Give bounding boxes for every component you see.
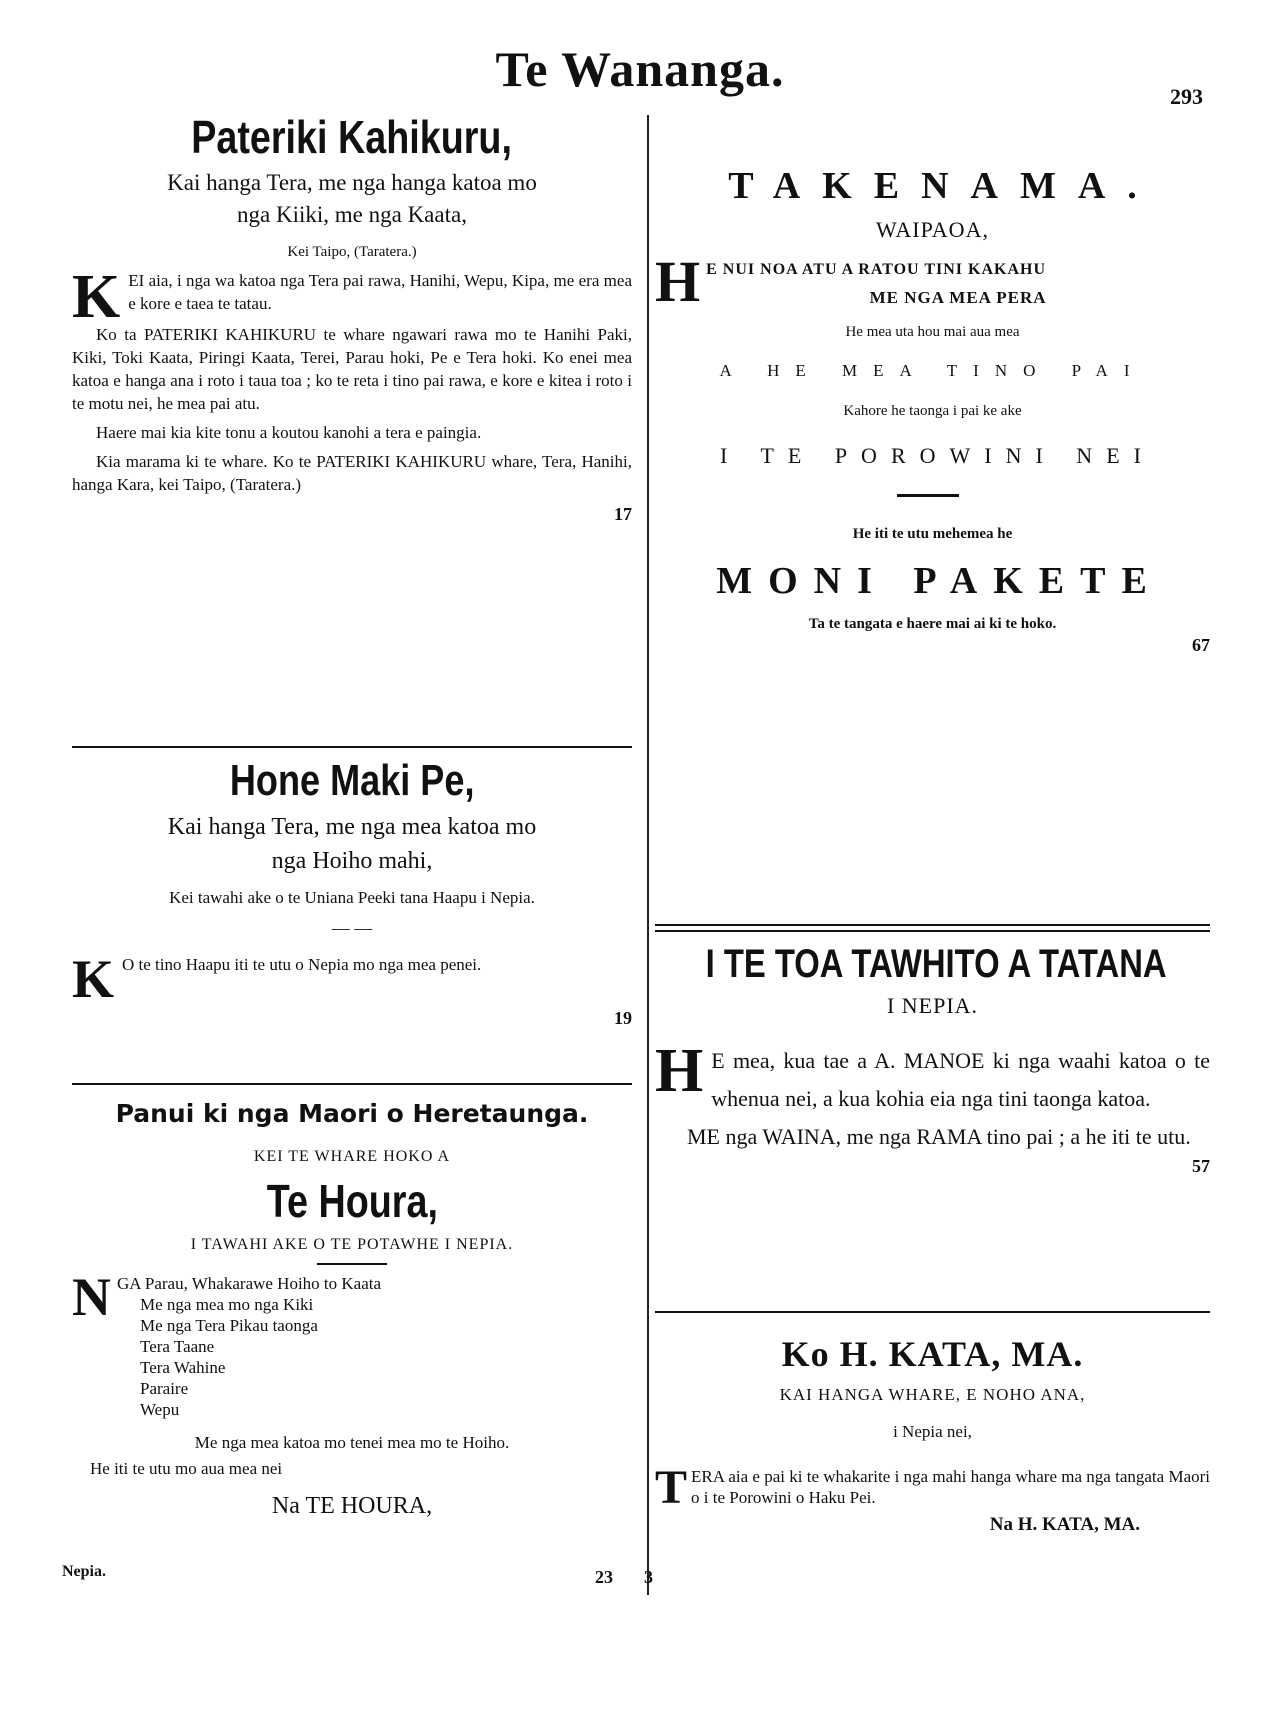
ad-number: 19 (614, 1008, 632, 1028)
ad-line: MONI PAKETE (716, 560, 1163, 602)
page-number: 293 (1170, 84, 1203, 109)
ad-number: 67 (1192, 635, 1210, 655)
list-item: GA Parau, Whakarawe Hoiho to Kaata (117, 1274, 382, 1293)
ad-line: He mea uta hou mai aua mea (845, 324, 1020, 340)
ad-subtitle: Kai hanga Tera, me nga hanga katoa mo (167, 170, 537, 195)
ad-subtitle: KEI TE WHARE HOKO A (253, 1148, 451, 1165)
drop-cap: H (655, 249, 701, 314)
ad-hone (72, 752, 632, 1029)
ad-title: TAKENAMA. (728, 165, 1159, 207)
ad-subtitle: WAIPAOA, (876, 217, 989, 242)
ad-kata (655, 1330, 1210, 1542)
list-item: Paraire (140, 1379, 189, 1398)
ad-title: Ko H. KATA, MA. (781, 1334, 1084, 1374)
ad-paragraph: Kia marama ki te whare. Ko te PATERIKI KAHIKURU whare, Tera, Hanihi, hanga Kara, kei Taipo, (Taratera.) (72, 452, 632, 494)
masthead-title: Te Wananga. (495, 41, 785, 97)
ad-paragraph: Haere mai kia kite tonu a koutou kanohi a tera e paingia. (96, 423, 482, 442)
ad-subtitle: Kai hanga Tera, me nga mea katoa mo (167, 814, 537, 840)
ad-paragraph: EI aia, i nga wa katoa nga Tera pai rawa, Hanihi, Wepu, Kipa, me era mea e kore e taea te tatau. (128, 271, 632, 313)
ad-subtitle: nga Hoiho mahi, (271, 848, 433, 874)
ad-line: ME NGA MEA PERA (869, 288, 1047, 307)
drop-cap: N (72, 1267, 111, 1327)
ad-place: Nepia. (62, 1563, 106, 1580)
drop-cap: T (655, 1461, 688, 1514)
drop-cap: H (655, 1037, 704, 1105)
ad-number: 3 (644, 1567, 653, 1587)
ad-title: Hone Maki Pe, (229, 756, 475, 805)
ad-paragraph: Ko ta PATERIKI KAHIKURU te whare ngawari rawa mo te Hanihi Paki, Kiki, Toki Kaata, Piringi Kaata, Terei, Parau hoki, Pe e Tera hoki. Ko enei mea katoa e hanga ana i roto i taua toa ; ko te reta i tino pai rawa, e kore e kitea i roto i te motu nei, he mea pai atu. (72, 325, 632, 413)
divider-rule (655, 930, 1210, 932)
ad-line: He iti te utu mehemea he (852, 526, 1013, 542)
list-item: Tera Wahine (140, 1358, 226, 1377)
divider-rule (655, 1311, 1210, 1313)
ad-number: 23 (595, 1567, 613, 1587)
ad-number: 57 (1192, 1156, 1210, 1176)
ad-line: Ta te tangata e haere mai ai ki te hoko. (808, 616, 1057, 632)
divider-rule (72, 746, 632, 748)
ad-subtitle: nga Kiiki, me nga Kaata, (237, 202, 467, 227)
ad-name: Te Houra, (266, 1175, 438, 1227)
short-rule (317, 1263, 387, 1265)
ad-title: I TE TOA TAWHITO A TATANA (705, 942, 1167, 986)
ad-signature: Na H. KATA, MA. (989, 1514, 1140, 1535)
ad-paragraph: O te tino Haapu iti te utu o Nepia mo nga mea penei. (122, 955, 482, 974)
drop-cap: K (72, 949, 115, 1009)
list-item: Me nga Tera Pikau taonga (140, 1316, 318, 1335)
ad-paragraph: ME nga WAINA, me nga RAMA tino pai ; a he iti te utu. (687, 1124, 1191, 1149)
ad-line: Me nga mea katoa mo tenei mea mo te Hoiho. (194, 1433, 510, 1452)
ad-line: A HE MEA TINO PAI (719, 361, 1146, 380)
ad-takenama (655, 162, 1210, 656)
ad-title: Pateriki Kahikuru, (191, 111, 513, 163)
ad-address: Kei Taipo, (Taratera.) (287, 244, 417, 260)
masthead (0, 40, 1280, 98)
list-item: Tera Taane (140, 1337, 215, 1356)
ad-line: E NUI NOA ATU A RATOU TINI KAKAHU (706, 261, 1046, 278)
ad-signature: Na TE HOURA, (271, 1493, 433, 1519)
ad-address: Kei tawahi ake o te Uniana Peeki tana Haapu i Nepia. (169, 888, 535, 907)
ad-paragraph: ERA aia e pai ki te whakarite i nga mahi hanga whare ma nga tangata Maori o i te Porowini o Haku Pei. (691, 1467, 1210, 1507)
ad-panui (72, 1094, 632, 1526)
ad-line: Kahore he taonga i pai ke ake (843, 403, 1022, 419)
ad-pateriki (72, 108, 632, 525)
ad-toa (655, 938, 1210, 1177)
ad-title: Panui ki nga Maori o Heretaunga. (115, 1099, 589, 1128)
ad-line: He iti te utu mo aua mea nei (90, 1459, 283, 1478)
list-item: Me nga mea mo nga Kiki (140, 1295, 314, 1314)
ad-subtitle: I NEPIA. (886, 993, 979, 1018)
ad-number: 17 (614, 504, 632, 524)
divider-rule (655, 924, 1210, 926)
drop-cap: K (72, 263, 121, 331)
ad-subtitle: KAI HANGA WHARE, E NOHO ANA, (779, 1385, 1086, 1404)
ad-line: I TE POROWINI NEI (720, 443, 1155, 468)
list-item: Wepu (140, 1400, 180, 1419)
ad-dash: — — (331, 918, 373, 938)
short-rule (897, 494, 959, 497)
ad-address: I TAWAHI AKE O TE POTAWHE I NEPIA. (190, 1236, 514, 1253)
column-divider (647, 115, 649, 1595)
ad-paragraph: E mea, kua tae a A. MANOE ki nga waahi katoa o te whenua nei, a kua kohia eia nga tini taonga katoa. (711, 1048, 1210, 1111)
ad-address: i Nepia nei, (893, 1422, 972, 1441)
divider-rule (72, 1083, 632, 1085)
